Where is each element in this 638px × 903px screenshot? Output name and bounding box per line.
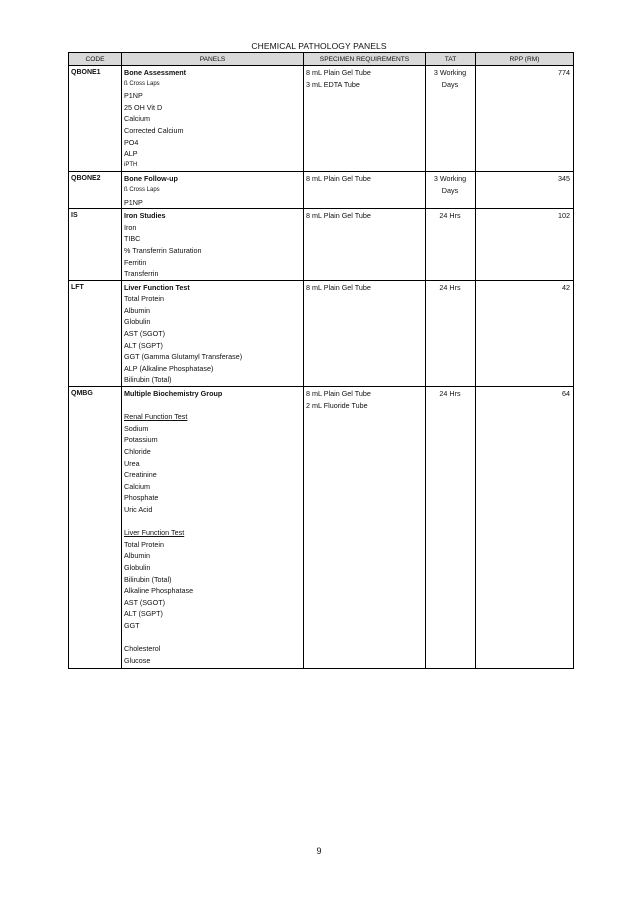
test-item: GGT (Gamma Glutamyl Transferase)	[124, 352, 243, 362]
test-item: ß Cross Laps	[124, 80, 160, 87]
page-title: CHEMICAL PATHOLOGY PANELS	[251, 41, 387, 51]
row-specimen	[304, 172, 426, 209]
tat-line: Days	[441, 79, 459, 89]
specimen-item: 2 mL Fluoride Tube	[306, 400, 368, 410]
test-item: AST (SGOT)	[124, 329, 165, 339]
row-panel	[122, 280, 304, 386]
test-item: AST (SGOT)	[124, 597, 165, 607]
row-specimen	[304, 387, 426, 669]
row-rpp: 774	[476, 66, 574, 172]
row-panel	[122, 387, 304, 669]
row-code: QMBG	[69, 387, 122, 669]
row-rpp: 345	[476, 172, 574, 209]
test-item: % Transferrin Saturation	[124, 245, 202, 255]
row-panel	[122, 66, 304, 172]
test-item: Urea	[124, 458, 140, 468]
specimen-item: 8 mL Plain Gel Tube	[306, 389, 371, 399]
row-tat	[426, 209, 476, 281]
test-item: 25 OH Vit D	[124, 102, 163, 112]
row-code: QBONE1	[69, 66, 122, 172]
tat-line: 3 Working	[433, 68, 467, 77]
row-specimen	[304, 280, 426, 386]
test-item: Iron	[124, 222, 137, 232]
test-item: Corrected Calcium	[124, 125, 184, 135]
row-panel	[122, 172, 304, 209]
specimen-item: 8 mL Plain Gel Tube	[306, 68, 371, 77]
test-item: Total Protein	[124, 539, 164, 549]
test-item: Bilirubin (Total)	[124, 375, 172, 385]
table-row	[69, 280, 574, 386]
test-item: Chloride	[124, 447, 151, 456]
test-item: ALT (SGPT)	[124, 340, 163, 350]
page-number: 9	[316, 846, 322, 856]
table-row	[69, 66, 574, 172]
test-item: PO4	[124, 137, 139, 147]
specimen-item: 3 mL EDTA Tube	[306, 79, 360, 89]
test-item: Phosphate	[124, 493, 159, 503]
test-item: ALT (SGPT)	[124, 609, 163, 619]
test-item: Potassium	[124, 435, 158, 445]
test-item: iPTH	[124, 161, 138, 168]
row-tat	[426, 280, 476, 386]
test-item: P1NP	[124, 91, 143, 101]
test-item: Creatinine	[124, 470, 157, 480]
row-tat	[426, 387, 476, 669]
test-item: Uric Acid	[124, 504, 153, 514]
spacer	[124, 632, 300, 644]
panel-name: Iron Studies	[124, 211, 166, 221]
renal-heading: Renal Function Test	[124, 412, 188, 422]
specimen-item: 8 mL Plain Gel Tube	[306, 211, 371, 221]
test-item: Albumin	[124, 305, 150, 315]
test-item: Ferritin	[124, 257, 147, 267]
test-item: ALP (Alkaline Phosphatase)	[124, 363, 214, 373]
header-tat: TAT	[426, 53, 476, 66]
test-item: Transferrin	[124, 269, 159, 279]
panel-name: Bone Assessment	[124, 68, 187, 77]
test-item: ALP	[124, 149, 138, 159]
row-specimen	[304, 209, 426, 281]
panel-name: Multiple Biochemistry Group	[124, 389, 223, 399]
tat-line: 24 Hrs	[439, 211, 461, 221]
test-item: GGT	[124, 620, 140, 630]
specimen-item: 8 mL Plain Gel Tube	[306, 174, 371, 184]
test-item: Calcium	[124, 481, 150, 491]
spacer	[124, 400, 300, 412]
tat-line: Days	[441, 185, 459, 195]
panel-name: Bone Follow-up	[124, 174, 178, 184]
table-row	[69, 387, 574, 669]
header-code: CODE	[69, 53, 122, 66]
header-specimen: SPECIMEN REQUIREMENTS	[304, 53, 426, 66]
test-item: Albumin	[124, 551, 150, 561]
header-row	[69, 53, 574, 66]
row-rpp: 42	[476, 280, 574, 386]
spacer	[124, 516, 300, 528]
panels-table	[68, 52, 574, 669]
table-row	[69, 209, 574, 281]
tat-line: 24 Hrs	[439, 282, 461, 292]
test-item: Calcium	[124, 114, 150, 124]
panel-name: Liver Function Test	[124, 282, 190, 292]
header-panels: PANELS	[122, 53, 304, 66]
test-item: TIBC	[124, 234, 141, 244]
test-item: Globulin	[124, 317, 151, 327]
table-row	[69, 172, 574, 209]
test-item: P1NP	[124, 197, 143, 207]
row-tat	[426, 66, 476, 172]
test-item: Glucose	[124, 655, 151, 665]
row-code: LFT	[69, 280, 122, 386]
specimen-item: 8 mL Plain Gel Tube	[306, 282, 371, 292]
row-panel	[122, 209, 304, 281]
test-item: Sodium	[124, 423, 149, 433]
row-code: IS	[69, 209, 122, 281]
row-tat	[426, 172, 476, 209]
row-rpp: 64	[476, 387, 574, 669]
test-item: Total Protein	[124, 294, 164, 304]
test-item: Cholesterol	[124, 644, 161, 654]
tat-line: 3 Working	[433, 174, 467, 184]
test-item: Globulin	[124, 562, 151, 572]
row-rpp: 102	[476, 209, 574, 281]
tat-line: 24 Hrs	[439, 389, 461, 399]
row-code: QBONE2	[69, 172, 122, 209]
row-specimen	[304, 66, 426, 172]
test-item: Alkaline Phosphatase	[124, 586, 194, 596]
liver-heading: Liver Function Test	[124, 528, 185, 538]
test-item: ß Cross Laps	[124, 186, 160, 193]
header-rpp: RPP (RM)	[476, 53, 574, 66]
test-item: Bilirubin (Total)	[124, 574, 172, 584]
